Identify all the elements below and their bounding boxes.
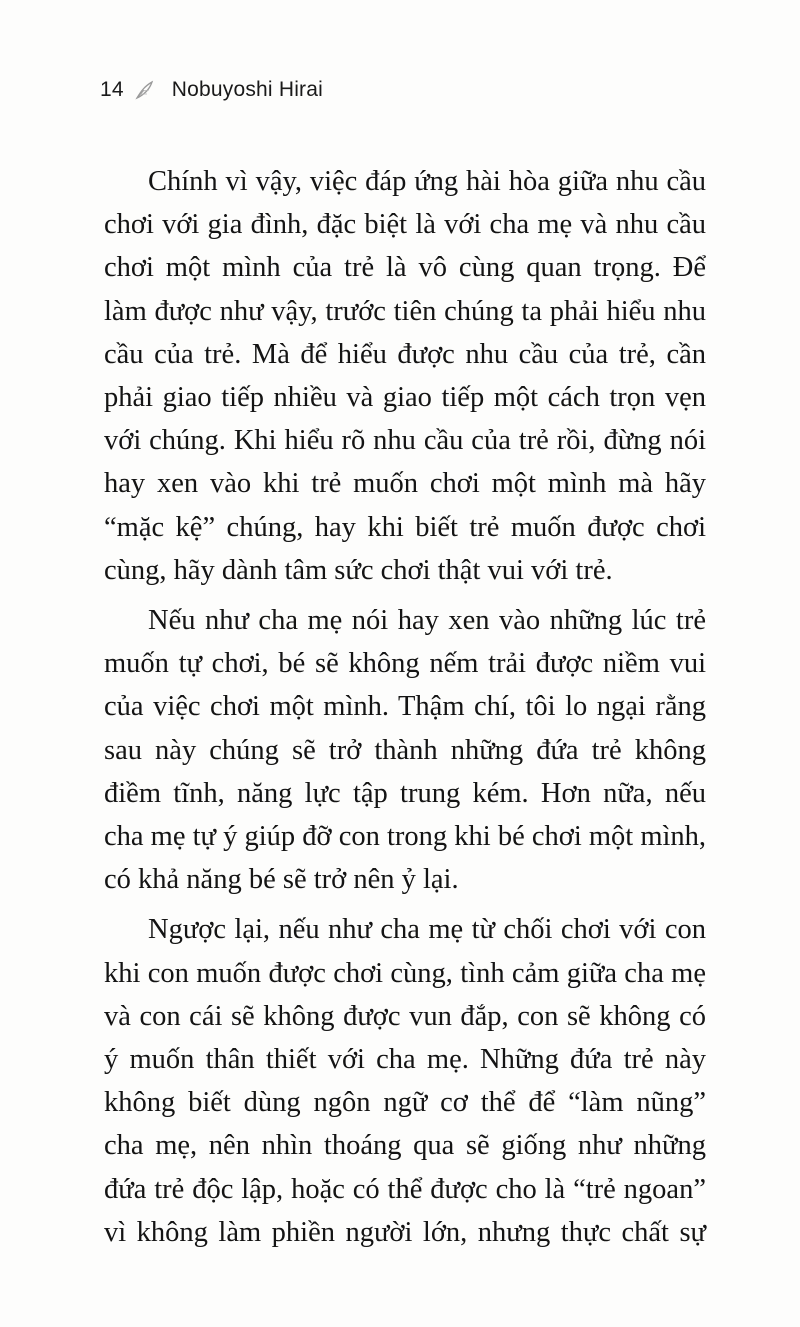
text-line: phải giao tiếp nhiều và giao tiếp một cách trọn vẹn: [104, 382, 706, 414]
text-line: vì không làm phiền người lớn, nhưng thực chất sự: [104, 1216, 706, 1248]
text-line: điềm tĩnh, năng lực tập trung kém. Hơn nữa, nếu: [104, 777, 706, 809]
text-line: Chính vì vậy, việc đáp ứng hài hòa giữa nhu cầu: [148, 166, 706, 197]
text-line: sau này chúng sẽ trở thành những đứa trẻ không: [104, 734, 706, 766]
text-line: khi con muốn được chơi cùng, tình cảm giữa cha mẹ: [104, 957, 706, 989]
text-line: ý muốn thân thiết với cha mẹ. Những đứa trẻ này: [104, 1044, 706, 1076]
text-line: với chúng. Khi hiểu rõ nhu cầu của trẻ rồi, đừng nói: [104, 425, 706, 457]
page-number: 14: [100, 78, 124, 101]
paragraph-1: [104, 160, 706, 592]
text-line: và con cái sẽ không được vun đắp, con sẽ không có: [104, 1000, 706, 1032]
paragraph-2: [104, 599, 706, 901]
text-line: muốn tự chơi, bé sẽ không nếm trải được niềm vui: [104, 648, 706, 680]
text-line: của việc chơi một mình. Thậm chí, tôi lo ngại rằng: [104, 691, 706, 723]
text-line: làm được như vậy, trước tiên chúng ta phải hiểu nhu: [104, 295, 706, 327]
text-line: Ngược lại, nếu như cha mẹ từ chối chơi với con: [148, 914, 706, 946]
text-line: hay xen vào khi trẻ muốn chơi một mình mà hãy: [104, 468, 706, 500]
text-line: cầu của trẻ. Mà để hiểu được nhu cầu của trẻ, cần: [104, 338, 706, 370]
text-line: đứa trẻ độc lập, hoặc có thể được cho là “trẻ ngoan”: [104, 1173, 706, 1205]
paragraph-3: [104, 908, 706, 1254]
text-line: không biết dùng ngôn ngữ cơ thể để “làm nũng”: [104, 1087, 706, 1119]
author-name: Nobuyoshi Hirai: [171, 78, 323, 101]
text-line: Nếu như cha mẹ nói hay xen vào những lúc trẻ: [148, 605, 706, 637]
text-line: cùng, hãy dành tâm sức chơi thật vui với trẻ.: [104, 554, 613, 586]
text-line: chơi một mình của trẻ là vô cùng quan trọng. Để: [104, 252, 706, 284]
running-header: [100, 78, 323, 102]
text-line: chơi với gia đình, đặc biệt là với cha mẹ và nhu cầu: [104, 209, 706, 241]
text-line: có khả năng bé sẽ trở nên ỷ lại.: [104, 864, 459, 896]
text-line: cha mẹ, nên nhìn thoáng qua sẽ giống như những: [104, 1130, 706, 1162]
text-line: cha mẹ tự ý giúp đỡ con trong khi bé chơi một mình,: [104, 821, 707, 853]
quill-pen-icon: [134, 79, 156, 101]
body-text: [104, 160, 706, 1254]
text-line: “mặc kệ” chúng, hay khi biết trẻ muốn được chơi: [104, 511, 706, 543]
